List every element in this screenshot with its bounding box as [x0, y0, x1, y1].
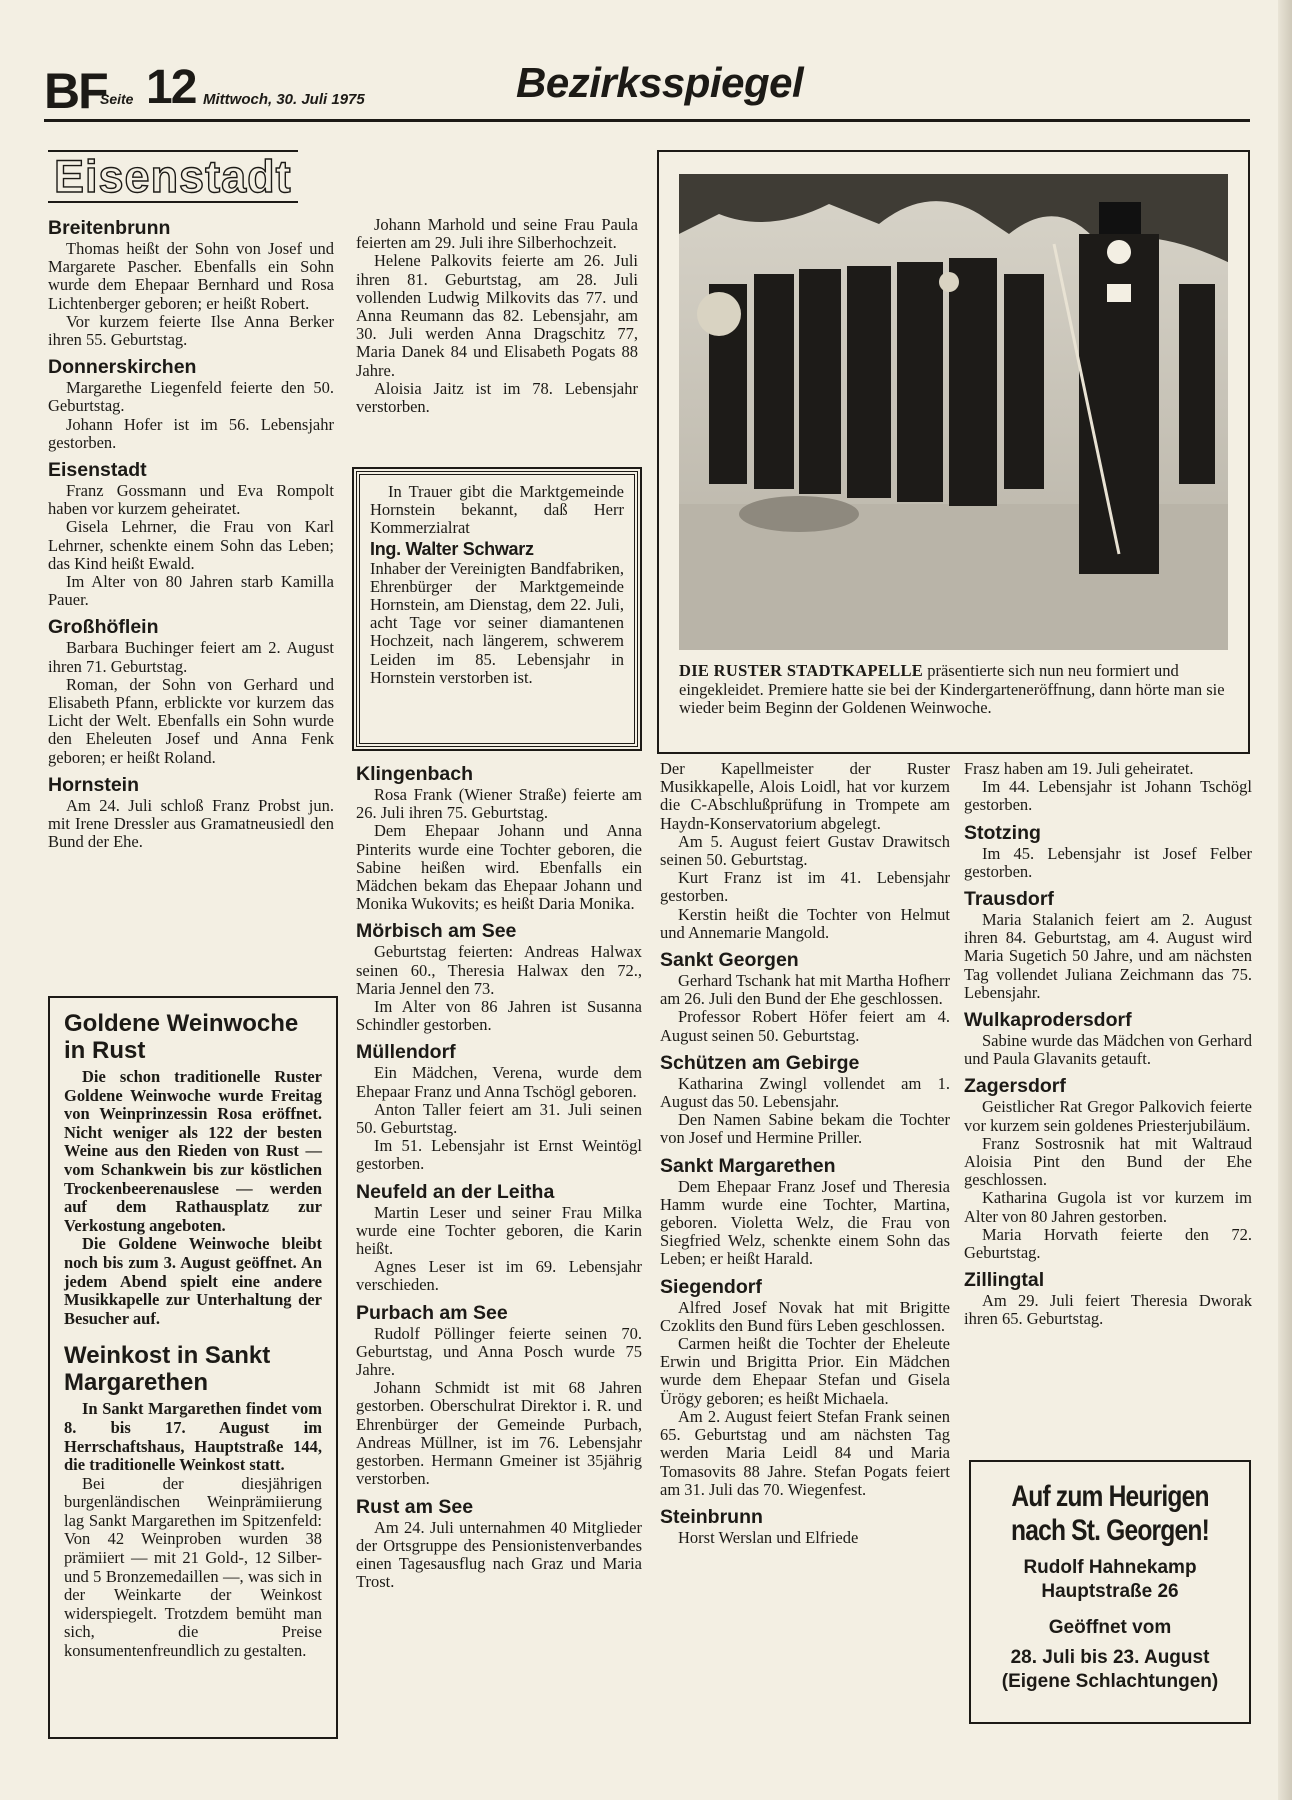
article-paragraph: Aloisia Jaitz ist im 78. Lebensjahr verstorben.: [356, 378, 638, 417]
article-paragraph: Alfred Josef Novak hat mit Brigitte Czoklits den Bund fürs Leben geschlossen.: [660, 1297, 950, 1335]
article-heading: Zillingtal: [964, 1269, 1045, 1292]
article-paragraph: Kerstin heißt die Tochter von Helmut und Annemarie Mangold.: [660, 904, 950, 942]
article-paragraph: Johann Hofer ist im 56. Lebensjahr gestorben.: [48, 414, 334, 452]
article-paragraph: Im Alter von 86 Jahren ist Susanna Schindler gestorben.: [356, 997, 642, 1035]
article-heading: Großhöflein: [48, 616, 159, 639]
article-paragraph: Maria Horvath feierte den 72. Geburtstag.: [964, 1224, 1252, 1263]
article-paragraph: Martin Leser und seiner Frau Milka wurde eine Tochter geboren, die Karin heißt.: [356, 1202, 642, 1259]
article-paragraph: Im Alter von 80 Jahren starb Kamilla Pauer.: [48, 572, 334, 610]
article-paragraph: Rudolf Pöllinger feierte seinen 70. Geburtstag, und Anna Posch wurde 75 Jahre.: [356, 1323, 642, 1380]
heurigen-open-label: Geöffnet vom: [1048, 1617, 1172, 1638]
article-paragraph: Geistlicher Rat Gregor Palkovich feierte vor kurzem sein goldenes Priesterjubiläum.: [964, 1097, 1252, 1135]
article-paragraph: Im 44. Lebensjahr ist Johann Tschögl gestorben.: [964, 777, 1252, 815]
masthead-rule: [44, 119, 1250, 122]
article-paragraph: Horst Werslan und Elfriede: [678, 1527, 859, 1547]
article-paragraph: Barbara Buchinger feiert am 2. August ihren 71. Geburtstag.: [48, 638, 334, 676]
article-paragraph: Rosa Frank (Wiener Straße) feierte am 26. Juli ihren 75. Geburtstag.: [356, 785, 642, 823]
article-paragraph: Franz Sostrosnik hat mit Waltraud Aloisia Pint den Bund der Ehe geschlossen.: [964, 1133, 1252, 1190]
article-heading: Mörbisch am See: [356, 920, 517, 943]
article-paragraph: Den Namen Sabine bekam die Tochter von Josef und Hermine Priller.: [660, 1110, 950, 1148]
article-paragraph: Frasz haben am 19. Juli geheiratet.: [964, 759, 1194, 778]
article-heading: Sankt Georgen: [660, 949, 799, 972]
article-paragraph: Roman, der Sohn von Gerhard und Elisabeth Pfann, erblickte vor kurzem das Licht der Welt. Ebenfalls ein Sohn wurde den Eheleuten Josef und Anna Fenk geboren; er heißt Roland.: [48, 674, 334, 767]
heurigen-line-1: Auf zum Heurigen: [1011, 1480, 1209, 1513]
article-heading: Donnerskirchen: [48, 356, 197, 379]
weinkost-lead: In Sankt Margarethen findet vom 8. bis 17. August im Herrschaftshaus, Hauptstraße 144, die traditionelle Weinkost statt.: [64, 1399, 322, 1475]
article-paragraph: Margarethe Liegenfeld feierte den 50. Geburtstag.: [48, 378, 334, 416]
article-paragraph: Vor kurzem feierte Ilse Anna Berker ihren 55. Geburtstag.: [48, 311, 334, 350]
column-1: [48, 216, 334, 851]
heurigen-address: Hauptstraße 26: [1041, 1581, 1179, 1602]
article-paragraph: Im 45. Lebensjahr ist Josef Felber gestorben.: [964, 843, 1252, 881]
photo-caption-text: präsentierte sich nun neu formiert und eingekleidet. Premiere hatte sie bei der Kindergarteneröffnung, dann hörte man sie wieder beim Beginn der Goldenen Weinwoche.: [679, 661, 1225, 717]
column-2: [356, 762, 642, 1591]
article-heading: Siegendorf: [660, 1275, 762, 1298]
article-heading: Stotzing: [964, 821, 1041, 844]
article-heading: Zagersdorf: [964, 1075, 1066, 1098]
heurigen-line-2: nach St. Georgen!: [1011, 1514, 1209, 1547]
obituary-body: Inhaber der Vereinigten Bandfabriken, Ehrenbürger der Marktgemeinde Hornstein, am Dienstag, dem 22. Juli, acht Tage vor seiner diamantenen Hochzeit, nach längerem, schwerem Leiden im 85. Lebensjahr in Hornstein verstorben ist.: [370, 558, 624, 687]
article-paragraph: Johann Schmidt ist mit 68 Jahren gestorben. Oberschulrat Direktor i. R. und Ehrenbürger der Gemeinde Purbach, Andreas Müllner, ist im 76. Lebensjahr gestorben. Hermann Gmeiner ist 35jährig verstorben.: [356, 1378, 642, 1489]
masthead-section-title: Bezirksspiegel: [516, 59, 804, 106]
weinkost-title: Weinkost in Sankt Margarethen: [64, 1342, 271, 1397]
article-paragraph: Katharina Gugola ist vor kurzem im Alter von 80 Jahren gestorben.: [964, 1188, 1252, 1226]
article-heading: Wulkaprodersdorf: [964, 1009, 1132, 1032]
article-paragraph: Am 24. Juli unternahmen 40 Mitglieder der Ortsgruppe des Pensionistenverbandes einen Tagesausflug nach Graz und Maria Trost.: [356, 1517, 642, 1592]
article-paragraph: Thomas heißt der Sohn von Josef und Margarete Pascher. Ebenfalls ein Sohn wurde dem Ehepaar Bernhard und Rosa Lichtenberger geboren; er heißt Robert.: [48, 239, 334, 313]
article-paragraph: Im 51. Lebensjahr ist Ernst Weintögl gestorben.: [356, 1136, 642, 1174]
article-paragraph: Der Kapellmeister der Ruster Musikkapelle, Alois Loidl, hat vor kurzem die C-Abschlußprüfung in Trompete am Haydn-Konservatorium abgelegt.: [660, 759, 950, 833]
article-paragraph: Carmen heißt die Tochter der Eheleute Erwin und Brigitta Prior. Ein Mädchen wurde dem Ehepaar Stefan und Gisela Ürögy geboren; es heißt Michaela.: [660, 1334, 950, 1408]
column-3: [660, 760, 950, 1547]
article-heading: Purbach am See: [356, 1301, 508, 1324]
heurigen-dates: 28. Juli bis 23. August: [1010, 1647, 1210, 1668]
heurigen-ad: [969, 1460, 1251, 1724]
article-heading: Eisenstadt: [48, 459, 147, 482]
article-paragraph: Gerhard Tschank hat mit Martha Hofherr am 26. Juli den Bund der Ehe geschlossen.: [660, 971, 950, 1009]
page-edge-shadow: [1278, 0, 1292, 1800]
heurigen-note: (Eigene Schlachtungen): [1001, 1671, 1219, 1692]
article-paragraph: Franz Gossmann und Eva Rompolt haben vor kurzem geheiratet.: [48, 481, 334, 519]
column-4: [964, 760, 1252, 1329]
weinwoche-title: Goldene Weinwoche in Rust: [64, 1010, 299, 1064]
article-paragraph: Professor Robert Höfer feiert am 4. August seinen 50. Geburtstag.: [660, 1007, 950, 1045]
photo-caption-bold: DIE RUSTER STADTKAPELLE: [679, 661, 924, 680]
article-paragraph: Am 5. August feiert Gustav Drawitsch seinen 50. Geburtstag.: [660, 831, 950, 870]
obituary-intro: In Trauer gibt die Marktgemeinde Hornstein bekannt, daß Herr Kommerzialrat: [370, 482, 624, 538]
article-heading: Rust am See: [356, 1495, 474, 1518]
article-heading: Trausdorf: [964, 888, 1054, 911]
column-2-top: [356, 216, 638, 416]
band-photo-image: [679, 174, 1228, 650]
article-heading: Klingenbach: [356, 763, 474, 785]
article-paragraph: Dem Ehepaar Johann und Anna Pinterits wurde eine Tochter geboren, die Sabine heißen wird. Ebenfalls ein Mädchen bekam das Ehepaar Johann und Monika Wukovits; es heißt Daria Monika.: [356, 821, 642, 914]
article-paragraph: Agnes Leser ist im 69. Lebensjahr verschieden.: [356, 1257, 642, 1295]
obituary-notice: [356, 471, 638, 747]
article-paragraph: Dem Ehepaar Franz Josef und Theresia Hamm wurde eine Tochter, Martina, geboren. Violetta Welz, die Frau von Siegfried Welz, schenkte einem Sohn das Leben; er heißt Harald.: [660, 1176, 950, 1269]
article-paragraph: Sabine wurde das Mädchen von Gerhard und Paula Glavanits getauft.: [964, 1031, 1252, 1069]
article-paragraph: Helene Palkovits feierte am 26. Juli ihren 81. Geburtstag, am 28. Juli vollenden Ludwig Milkovits das 77. und Anna Reumann das 82. Lebensjahr, am 30. Juli werden Anna Dragschitz 77, Maria Danek 84 und Elisabeth Pogats 88 Jahre.: [356, 251, 638, 380]
photo-caption: [679, 650, 1228, 718]
article-paragraph: Johann Marhold und seine Frau Paula feierten am 29. Juli ihre Silberhochzeit.: [356, 215, 638, 253]
article-heading: Neufeld an der Leitha: [356, 1180, 555, 1203]
weinwoche-box: [48, 996, 338, 1739]
article-heading: Sankt Margarethen: [660, 1154, 836, 1177]
masthead-seite-label: Seite: [100, 91, 134, 107]
weinwoche-lead: Die schon traditionelle Ruster Goldene Weinwoche wurde Freitag von Weinprinzessin Rosa eröffnet. Nicht weniger als 122 der besten Weine aus den Rieden von Rust — vom Schankwein bis zur köstlichen Trockenbeerenauslese — werden auf dem Rathausplatz zur Verkostung angeboten.: [64, 1067, 322, 1235]
article-heading: Breitenbrunn: [48, 217, 171, 239]
masthead-logo: BF: [44, 63, 107, 119]
article-paragraph: Geburtstag feierten: Andreas Halwax seinen 60., Theresia Halwax den 72., Maria Jennel den 73.: [356, 942, 642, 998]
article-paragraph: Am 29. Juli feiert Theresia Dworak ihren 65. Geburtstag.: [964, 1291, 1252, 1329]
band-photo: [679, 174, 1228, 650]
obituary-name: Ing. Walter Schwarz: [370, 538, 534, 559]
article-paragraph: Kurt Franz ist im 41. Lebensjahr gestorben.: [660, 868, 950, 906]
article-heading: Schützen am Gebirge: [660, 1051, 860, 1074]
article-heading: Hornstein: [48, 773, 140, 796]
article-heading: Steinbrunn: [660, 1505, 763, 1528]
article-paragraph: Ein Mädchen, Verena, wurde dem Ehepaar Franz und Anna Tschögl geboren.: [356, 1063, 642, 1101]
article-heading: Müllendorf: [356, 1041, 456, 1064]
article-paragraph: Gisela Lehrner, die Frau von Karl Lehrner, schenkte einem Sohn das Leben; das Kind heißt Ewald.: [48, 517, 334, 573]
article-paragraph: Katharina Zwingl vollendet am 1. August das 50. Lebensjahr.: [660, 1073, 950, 1112]
weinwoche-lead-2: Die Goldene Weinwoche bleibt noch bis zum 3. August geöffnet. An jedem Abend spielt eine andere Musikkapelle zur Unterhaltung der Besucher auf.: [64, 1234, 322, 1328]
masthead-page-number: 12: [146, 61, 196, 114]
article-paragraph: Am 2. August feiert Stefan Frank seinen 65. Geburtstag und am nächsten Tag werden Maria Leidl 84 und Maria Tomasovits 88 Jahre. Stefan Pogats feiert am 31. Juli das 70. Wiegenfest.: [660, 1406, 950, 1499]
heurigen-owner: Rudolf Hahnekamp: [1023, 1557, 1197, 1578]
article-paragraph: Anton Taller feiert am 31. Juli seinen 50. Geburtstag.: [356, 1099, 642, 1138]
article-paragraph: Maria Stalanich feiert am 2. August ihren 84. Geburtstag, am 4. August wird Maria Sugetich 50 Jahre, und am nächsten Tag vollendet Juliana Zeichmann das 75. Lebensjahr.: [964, 910, 1252, 1002]
masthead-date: Mittwoch, 30. Juli 1975: [203, 91, 365, 108]
photo-block: [657, 150, 1250, 754]
article-paragraph: Am 24. Juli schloß Franz Probst jun. mit Irene Dressler aus Gramatneusiedl den Bund der Ehe.: [48, 795, 334, 852]
region-title: Eisenstadt: [48, 150, 298, 203]
weinkost-body: Bei der diesjährigen burgenländischen Weinprämiierung lag Sankt Margarethen im Spitzenfeld: Von 42 Weinproben wurden 38 prämiiert — mit 21 Gold-, 12 Silber- und 5 Bronzemedaillen —, was sich in der Weinkarte der Weinkost widerspiegelt. Trotzdem bemüht man sich, die Preise konsumentenfreundlich zu gestalten.: [64, 1473, 322, 1661]
